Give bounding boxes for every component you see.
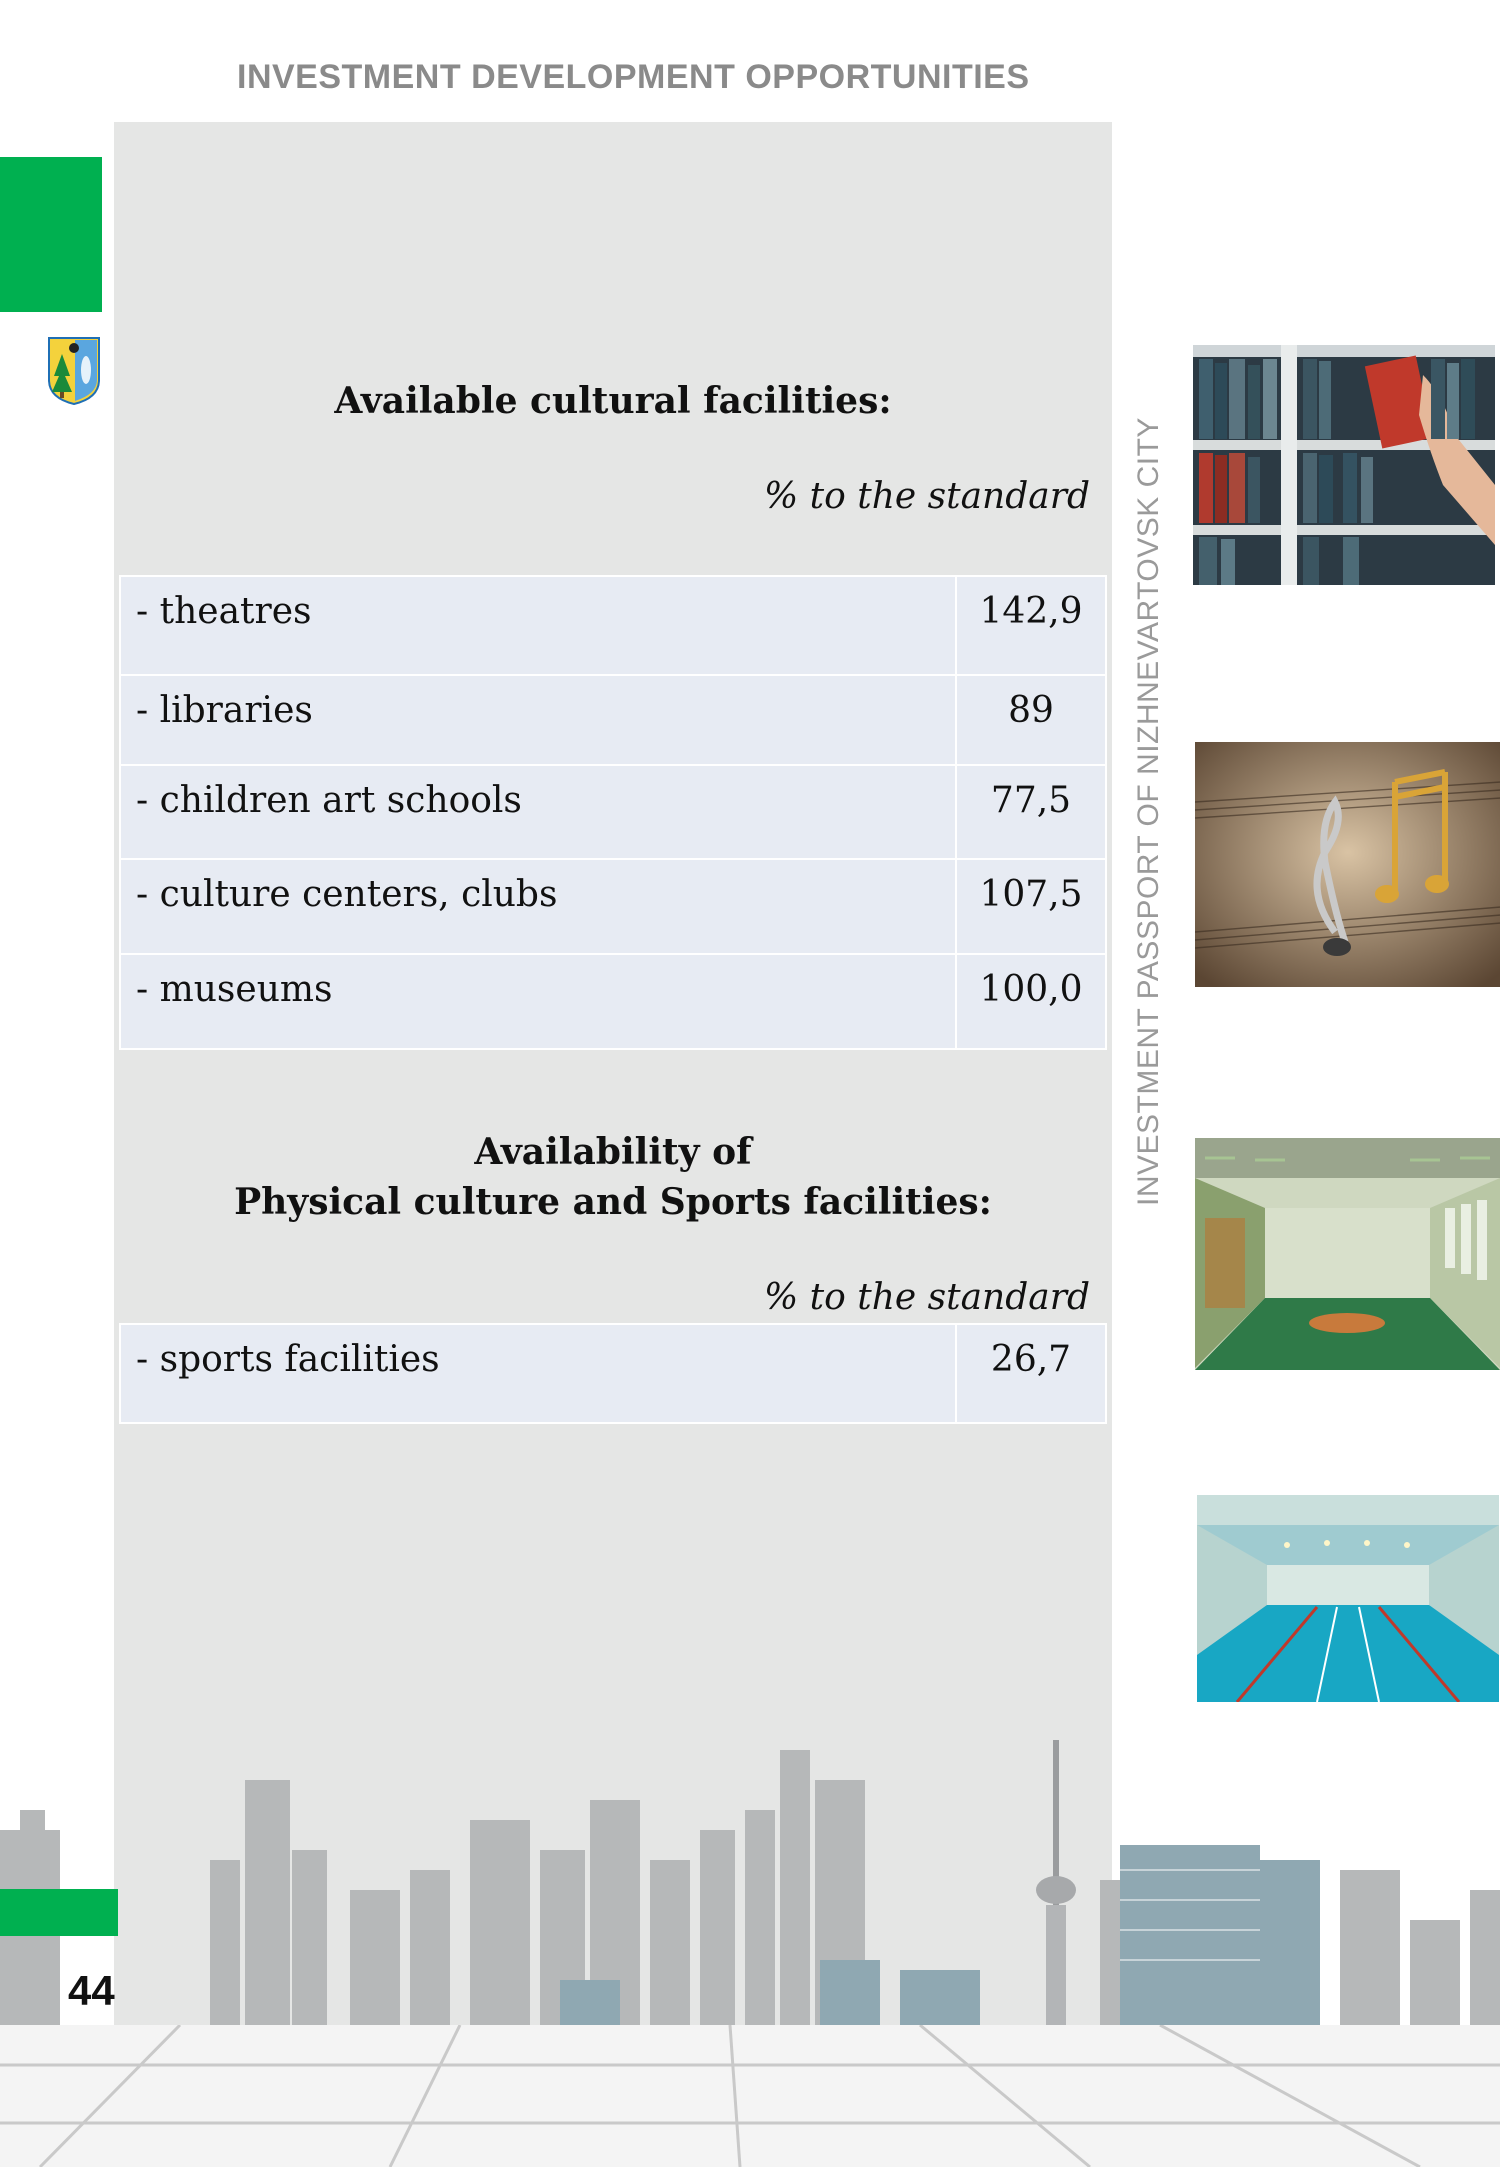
table-row: [120, 859, 1106, 954]
side-vertical-caption: INVESTMENT PASSPORT OF NIZHNEVARTOVSK CITY: [1132, 417, 1165, 1206]
sports-title-line1: Availability of: [474, 1131, 752, 1173]
facility-name: - libraries: [120, 675, 956, 765]
facility-name: - sports facilities: [120, 1324, 956, 1423]
facility-value: 100,0: [956, 954, 1106, 1049]
table-row: [120, 576, 1106, 675]
swimming-pool-photo: [1197, 1495, 1499, 1702]
library-photo: [1193, 345, 1495, 585]
city-skyline-graphic: [0, 1720, 1500, 2030]
page-header-title: INVESTMENT DEVELOPMENT OPPORTUNITIES: [237, 58, 1030, 96]
facility-name: - museums: [120, 954, 956, 1049]
sports-title-line2: Physical culture and Sports facilities:: [234, 1181, 992, 1223]
floor-grid-graphic: [0, 2025, 1500, 2167]
green-accent-block: [0, 157, 102, 312]
facility-value: 142,9: [956, 576, 1106, 675]
facility-value: 77,5: [956, 765, 1106, 859]
sports-hall-photo: [1195, 1138, 1500, 1370]
page-number: 44: [68, 1967, 115, 2014]
facility-name: - theatres: [120, 576, 956, 675]
sports-column-label: % to the standard: [764, 1277, 1090, 1318]
facility-value: 107,5: [956, 859, 1106, 954]
table-row: [120, 954, 1106, 1049]
sports-facilities-table: [119, 1323, 1107, 1424]
facility-value: 89: [956, 675, 1106, 765]
green-accent-bar: [0, 1889, 118, 1936]
cultural-column-label: % to the standard: [764, 476, 1090, 517]
city-emblem-icon: [47, 336, 101, 406]
cultural-facilities-title: Available cultural facilities:: [334, 380, 892, 422]
table-row: [120, 675, 1106, 765]
table-row: [120, 765, 1106, 859]
facility-name: - children art schools: [120, 765, 956, 859]
cultural-facilities-table: [119, 575, 1107, 1050]
music-photo: [1195, 742, 1500, 987]
facility-value: 26,7: [956, 1324, 1106, 1423]
facility-name: - culture centers, clubs: [120, 859, 956, 954]
table-row: [120, 1324, 1106, 1423]
sports-facilities-title: [114, 1127, 1112, 1227]
